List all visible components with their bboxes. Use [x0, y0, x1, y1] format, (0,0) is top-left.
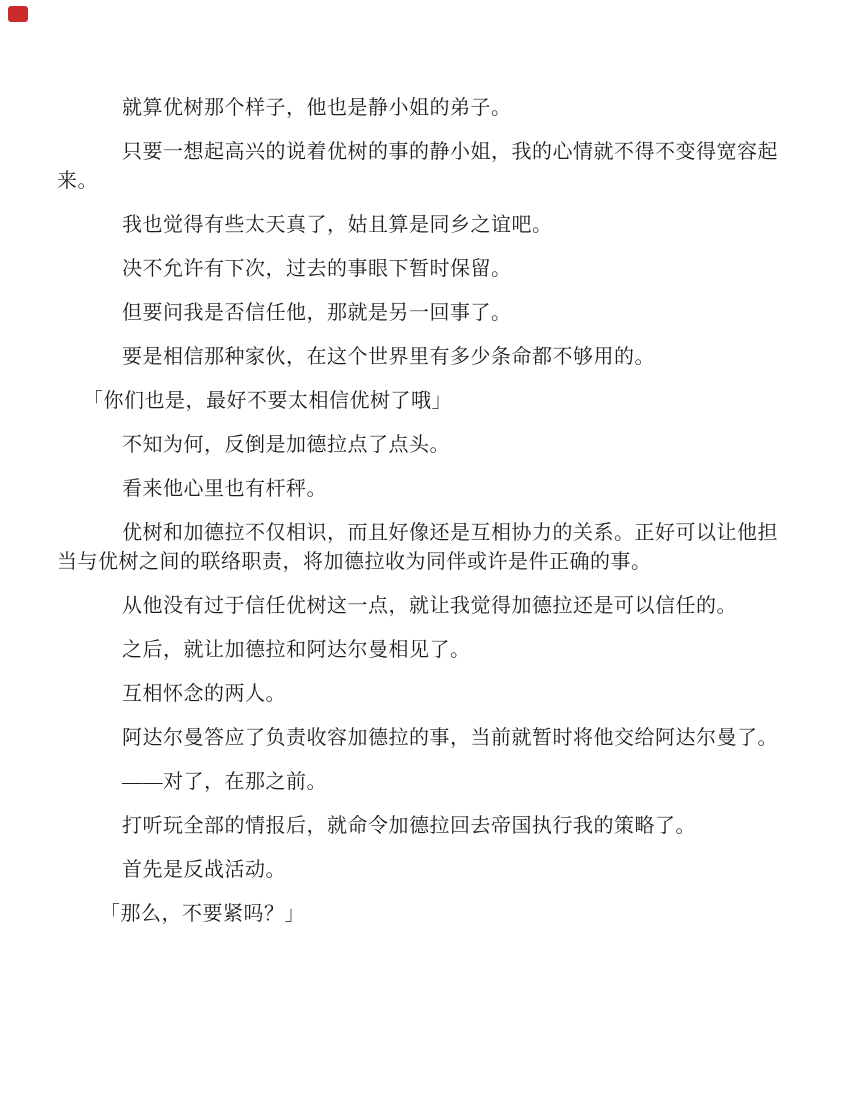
paragraph: 「那么，不要紧吗？」 — [100, 903, 305, 925]
paragraph: 「你们也是，最好不要太相信优树了哦」 — [83, 390, 452, 412]
paragraph: 打听玩全部的情报后，就命令加德拉回去帝国执行我的策略了。 — [122, 815, 696, 837]
paragraph: 看来他心里也有杆秤。 — [122, 478, 327, 500]
paragraph: 就算优树那个样子，他也是静小姐的弟子。 — [122, 97, 512, 119]
paragraph: 决不允许有下次，过去的事眼下暂时保留。 — [122, 258, 512, 280]
paragraph: 互相怀念的两人。 — [122, 683, 286, 705]
paragraph: 之后，就让加德拉和阿达尔曼相见了。 — [122, 639, 471, 661]
paragraph: 但要问我是否信任他，那就是另一回事了。 — [122, 302, 512, 324]
red-corner-marker — [8, 6, 28, 22]
paragraph: 不知为何，反倒是加德拉点了点头。 — [122, 434, 450, 456]
paragraph: 首先是反战活动。 — [122, 859, 286, 881]
paragraph: 优树和加德拉不仅相识，而且好像还是互相协力的关系。正好可以让他担当与优树之间的联络职责，将加德拉收为同伴或许是件正确的事。 — [57, 522, 778, 573]
paragraph: 从他没有过于信任优树这一点，就让我觉得加德拉还是可以信任的。 — [122, 595, 737, 617]
paragraph: 我也觉得有些太天真了，姑且算是同乡之谊吧。 — [122, 214, 553, 236]
paragraph: 阿达尔曼答应了负责收容加德拉的事，当前就暂时将他交给阿达尔曼了。 — [122, 727, 778, 749]
paragraph: 要是相信那种家伙，在这个世界里有多少条命都不够用的。 — [122, 346, 655, 368]
paragraph: 只要一想起高兴的说着优树的事的静小姐，我的心情就不得不变得宽容起来。 — [57, 141, 778, 192]
paragraph: ——对了，在那之前。 — [122, 771, 327, 793]
ebook-text-page — [57, 94, 793, 944]
